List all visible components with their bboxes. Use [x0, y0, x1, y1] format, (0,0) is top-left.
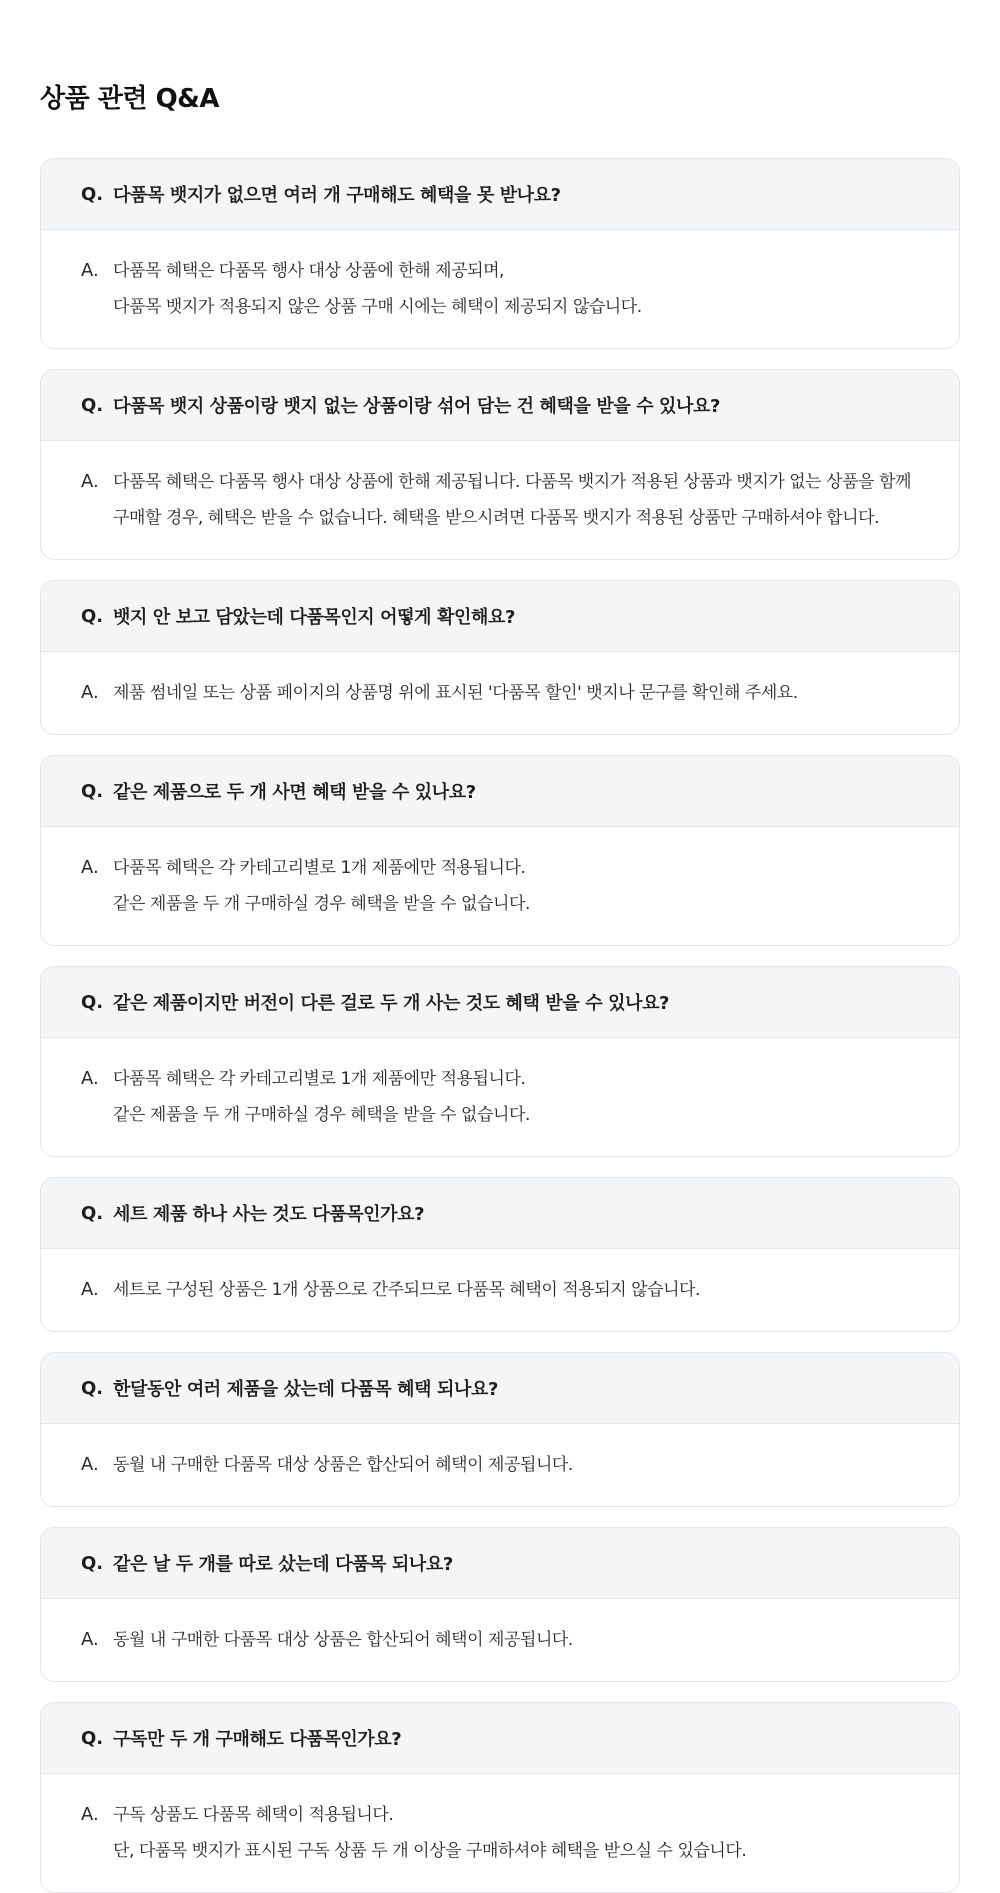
question-text: 같은 날 두 개를 따로 샀는데 다품목 되나요? [113, 1554, 453, 1575]
answer-line: 동월 내 구매한 다품목 대상 상품은 합산되어 혜택이 제공됩니다. [113, 1455, 573, 1475]
answer-line: 다품목 혜택은 다품목 행사 대상 상품에 한해 제공됩니다. 다품목 뱃지가 적용된 상품과 뱃지가 없는 상품을 함께 [113, 472, 911, 492]
page-title: 상품 관련 Q&A [40, 84, 219, 114]
answer-prefix: A. [81, 260, 99, 281]
answer-prefix: A. [81, 857, 99, 878]
qa-question-row [41, 1528, 959, 1599]
answer-text [113, 1061, 919, 1133]
qa-item [40, 1352, 960, 1507]
answer-text [113, 464, 919, 536]
qa-item [40, 369, 960, 560]
qa-question-row [41, 159, 959, 230]
answer-line: 구매할 경우, 혜택은 받을 수 없습니다. 혜택을 받으시려면 다품목 뱃지가 적용된 상품만 구매하셔야 합니다. [113, 508, 880, 528]
question-prefix: Q. [81, 605, 104, 627]
answer-prefix: A. [81, 1629, 99, 1650]
qa-answer-row [41, 1249, 959, 1331]
question-prefix: Q. [81, 1552, 104, 1574]
question-prefix: Q. [81, 1727, 104, 1749]
answer-prefix: A. [81, 471, 99, 492]
answer-text [113, 253, 919, 325]
qa-answer-row [41, 230, 959, 348]
question-text: 같은 제품이지만 버전이 다른 걸로 두 개 사는 것도 혜택 받을 수 있나요? [113, 993, 670, 1014]
answer-text [113, 1272, 919, 1308]
question-text: 한달동안 여러 제품을 샀는데 다품목 혜택 되나요? [113, 1379, 498, 1400]
answer-text [113, 850, 919, 922]
answer-line: 제품 썸네일 또는 상품 페이지의 상품명 위에 표시된 '다품목 할인' 뱃지나 문구를 확인해 주세요. [113, 683, 798, 703]
answer-prefix: A. [81, 1279, 99, 1300]
question-prefix: Q. [81, 394, 104, 416]
qa-item [40, 755, 960, 946]
qa-question-row [41, 581, 959, 652]
qa-item [40, 1177, 960, 1332]
qa-answer-row [41, 1599, 959, 1681]
answer-text [113, 675, 919, 711]
qa-list [40, 158, 960, 1893]
question-text: 다품목 뱃지 상품이랑 뱃지 없는 상품이랑 섞어 담는 건 혜택을 받을 수 있나요? [113, 396, 721, 417]
question-prefix: Q. [81, 1377, 104, 1399]
answer-line: 같은 제품을 두 개 구매하실 경우 혜택을 받을 수 없습니다. [113, 894, 530, 914]
question-prefix: Q. [81, 991, 104, 1013]
qa-answer-row [41, 441, 959, 559]
qa-question-row [41, 1353, 959, 1424]
answer-text [113, 1447, 919, 1483]
answer-line: 세트로 구성된 상품은 1개 상품으로 간주되므로 다품목 혜택이 적용되지 않습니다. [113, 1280, 700, 1300]
answer-line: 다품목 뱃지가 적용되지 않은 상품 구매 시에는 혜택이 제공되지 않습니다. [113, 297, 642, 317]
qa-answer-row [41, 1424, 959, 1506]
qa-question-row [41, 756, 959, 827]
answer-line: 다품목 혜택은 각 카테고리별로 1개 제품에만 적용됩니다. [113, 1069, 526, 1089]
answer-prefix: A. [81, 682, 99, 703]
qa-item [40, 1702, 960, 1893]
answer-prefix: A. [81, 1068, 99, 1089]
answer-prefix: A. [81, 1804, 99, 1825]
qa-question-row [41, 1703, 959, 1774]
question-prefix: Q. [81, 1202, 104, 1224]
qa-question-row [41, 370, 959, 441]
answer-line: 동월 내 구매한 다품목 대상 상품은 합산되어 혜택이 제공됩니다. [113, 1630, 573, 1650]
qa-item [40, 966, 960, 1157]
qa-question-row [41, 1178, 959, 1249]
qa-item [40, 158, 960, 349]
answer-line: 같은 제품을 두 개 구매하실 경우 혜택을 받을 수 없습니다. [113, 1105, 530, 1125]
qa-item [40, 1527, 960, 1682]
answer-line: 단, 다품목 뱃지가 표시된 구독 상품 두 개 이상을 구매하셔야 혜택을 받으실 수 있습니다. [113, 1841, 747, 1861]
answer-line: 다품목 혜택은 각 카테고리별로 1개 제품에만 적용됩니다. [113, 858, 526, 878]
qa-answer-row [41, 827, 959, 945]
question-text: 구독만 두 개 구매해도 다품목인가요? [113, 1729, 402, 1750]
qa-question-row [41, 967, 959, 1038]
question-text: 세트 제품 하나 사는 것도 다품목인가요? [113, 1204, 425, 1225]
question-text: 같은 제품으로 두 개 사면 혜택 받을 수 있나요? [113, 782, 476, 803]
question-prefix: Q. [81, 780, 104, 802]
question-text: 뱃지 안 보고 담았는데 다품목인지 어떻게 확인해요? [113, 607, 515, 628]
answer-text [113, 1797, 919, 1869]
answer-line: 구독 상품도 다품목 혜택이 적용됩니다. [113, 1805, 394, 1825]
qa-answer-row [41, 1038, 959, 1156]
question-prefix: Q. [81, 183, 104, 205]
qa-item [40, 580, 960, 735]
answer-text [113, 1622, 919, 1658]
question-text: 다품목 뱃지가 없으면 여러 개 구매해도 혜택을 못 받나요? [113, 185, 561, 206]
answer-line: 다품목 혜택은 다품목 행사 대상 상품에 한해 제공되며, [113, 261, 505, 281]
qa-answer-row [41, 1774, 959, 1892]
qa-answer-row [41, 652, 959, 734]
answer-prefix: A. [81, 1454, 99, 1475]
